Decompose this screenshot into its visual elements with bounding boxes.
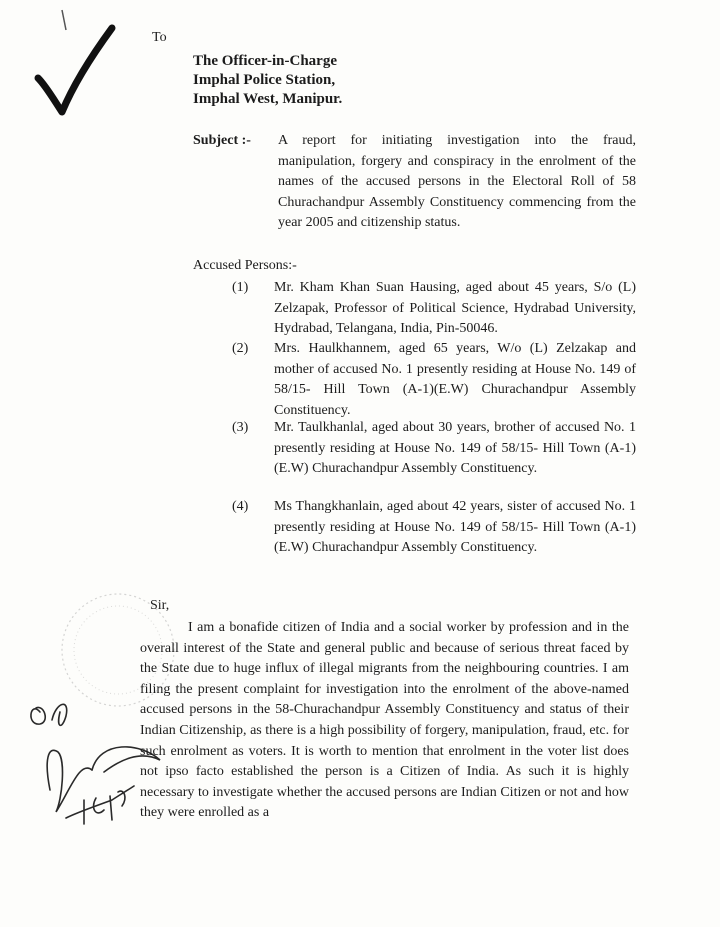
- subject-label: Subject :-: [193, 133, 251, 148]
- address-line: The Officer-in-Charge: [193, 53, 337, 69]
- address-line: Imphal West, Manipur.: [193, 91, 343, 107]
- recipient-address: [193, 52, 342, 109]
- accused-heading: Accused Persons:-: [193, 258, 297, 273]
- accused-number: (4): [232, 499, 249, 514]
- salutation: Sir,: [150, 598, 170, 613]
- accused-number: (2): [232, 341, 249, 356]
- accused-text: Mrs. Haulkhannem, aged 65 years, W/o (L) Zelzakap and mother of accused No. 1 presently residing at House No. 149 of 58/15- Hill Town (A-1)(E.W) Churachandpur Assembly Constituency.: [274, 341, 636, 418]
- to-label: To: [152, 30, 167, 45]
- address-line: Imphal Police Station,: [193, 72, 336, 88]
- subject-text: A report for initiating investigation into the fraud, manipulation, forgery and conspiracy in the enrolment of the names of the accused persons in the Electoral Roll of 58 Churachandpur Assembly Constituency commencing from the year 2005 and citizenship status.: [278, 133, 636, 230]
- accused-text: Mr. Taulkhanlal, aged about 30 years, brother of accused No. 1 presently residing at House No. 149 of 58/15- Hill Town (A-1)(E.W) Churachandpur Assembly Constituency.: [274, 420, 636, 476]
- accused-number: (1): [232, 280, 249, 295]
- body-text: I am a bonafide citizen of India and a social worker by profession and in the overall interest of the State and general public and because of serious threat faced by the State due to huge influx of illegal migrants from the neighbouring countries. I am filing the present complaint for investigation into the enrolment of the above-named accused persons in the 58-Churachandpur Assembly Constituency and status of their Indian Citizenship, as there is a high possibility of forgery, manipulation, fraud, etc. for such enrolment as voters. It is worth to mention that enrolment in the voter list does not ipso facto established the person is a Citizen of India. As such it is highly necessary to investigate whether the accused persons are Indian Citizen or not and how they were enrolled as a: [140, 620, 629, 821]
- accused-text: Ms Thangkhanlain, aged about 42 years, sister of accused No. 1 presently residing at House No. 149 of 58/15- Hill Town (A-1)(E.W) Churachandpur Assembly Constituency.: [274, 499, 636, 555]
- accused-number: (3): [232, 420, 249, 435]
- accused-text: Mr. Kham Khan Suan Hausing, aged about 45 years, S/o (L) Zelzapak, Professor of Political Science, Hydrabad University, Hydrabad, Telangana, India, Pin-50046.: [274, 280, 636, 336]
- body-paragraph: [140, 618, 629, 824]
